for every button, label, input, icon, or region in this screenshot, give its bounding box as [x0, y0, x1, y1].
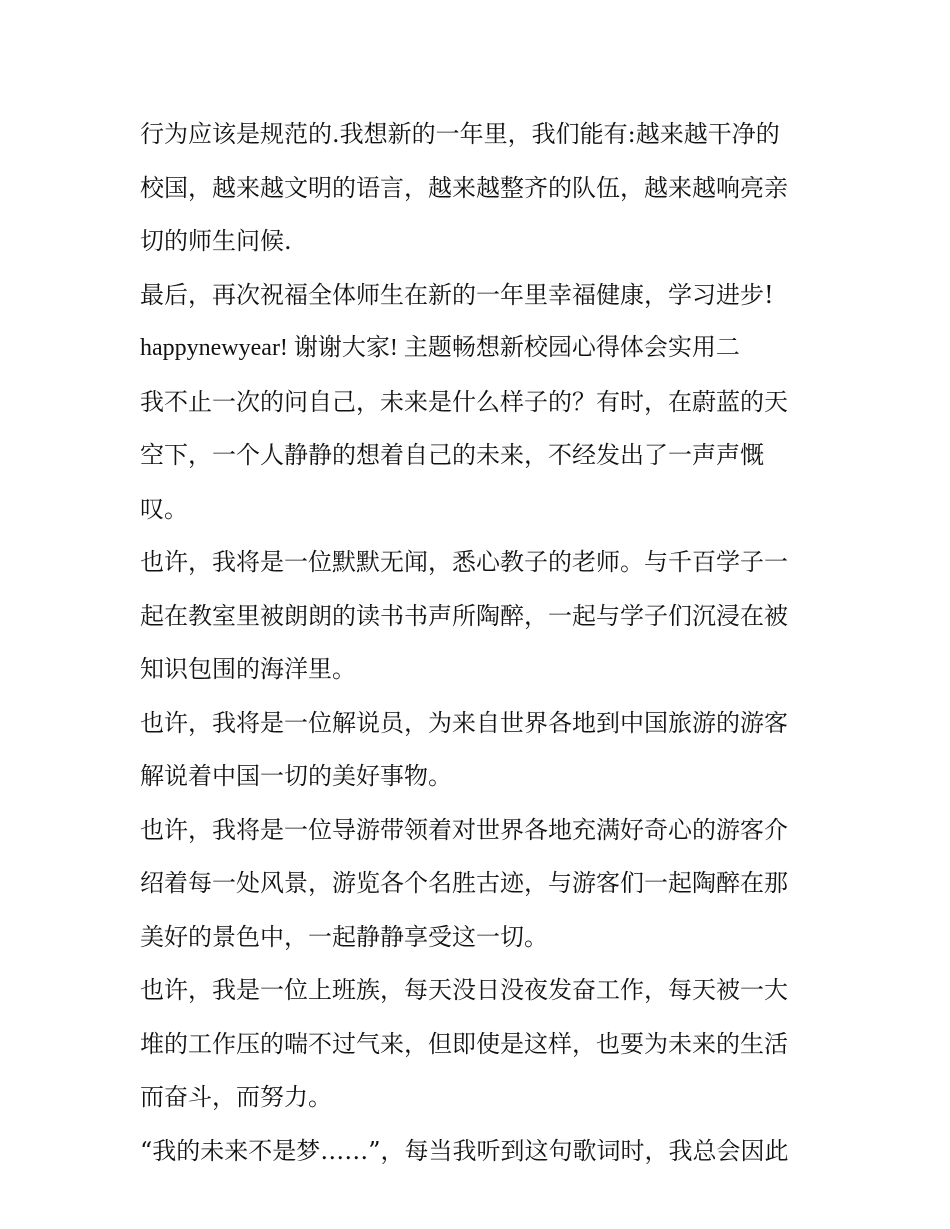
- text-line: 也许，我将是一位解说员，为来自世界各地到中国旅游的游客: [140, 708, 788, 737]
- text-line: 堆的工作压的喘不过气来，但即使是这样，也要为未来的生活: [140, 1029, 788, 1058]
- text-line: 空下，一个人静静的想着自己的未来，不经发出了一声声慨: [140, 441, 764, 469]
- text-line: 切的师生问候.: [140, 227, 292, 255]
- text-line: 校国，越来越文明的语言，越来越整齐的队伍，越来越响亮亲: [140, 173, 788, 202]
- text-line: “我的未来不是梦……”，每当我听到这句歌词时，我总会因此: [140, 1136, 789, 1165]
- text-line: 行为应该是规范的.我想新的一年里，我们能有:越来越干净的: [140, 120, 780, 148]
- text-line: 解说着中国一切的美好事物。: [140, 762, 452, 790]
- text-line: 也许，我是一位上班族，每天没日没夜发奋工作，每天被一大: [140, 976, 788, 1004]
- text-line: happynewyear! 谢谢大家! 主题畅想新校园心得体会实用二: [140, 335, 740, 361]
- text-line: 知识包围的海洋里。: [140, 655, 356, 683]
- text-line: 最后，再次祝福全体师生在新的一年里幸福健康，学习进步!: [140, 280, 774, 309]
- text-line: 我不止一次的问自己，未来是什么样子的？有时，在蔚蓝的天: [140, 387, 788, 416]
- text-line: 也许，我将是一位导游带领着对世界各地充满好奇心的游客介: [140, 815, 788, 844]
- text-line: 也许，我将是一位默默无闻，悉心教子的老师。与千百学子一: [140, 548, 788, 576]
- text-line: 美好的景色中，一起静静享受这一切。: [140, 922, 548, 951]
- text-line: 绍着每一处风景，游览各个名胜古迹，与游客们一起陶醉在那: [140, 869, 788, 897]
- text-line: 叹。: [140, 494, 188, 523]
- document-body: [140, 108, 820, 1178]
- text-line: 起在教室里被朗朗的读书书声所陶醉，一起与学子们沉浸在被: [140, 601, 788, 630]
- text-line: 而奋斗，而努力。: [140, 1083, 332, 1111]
